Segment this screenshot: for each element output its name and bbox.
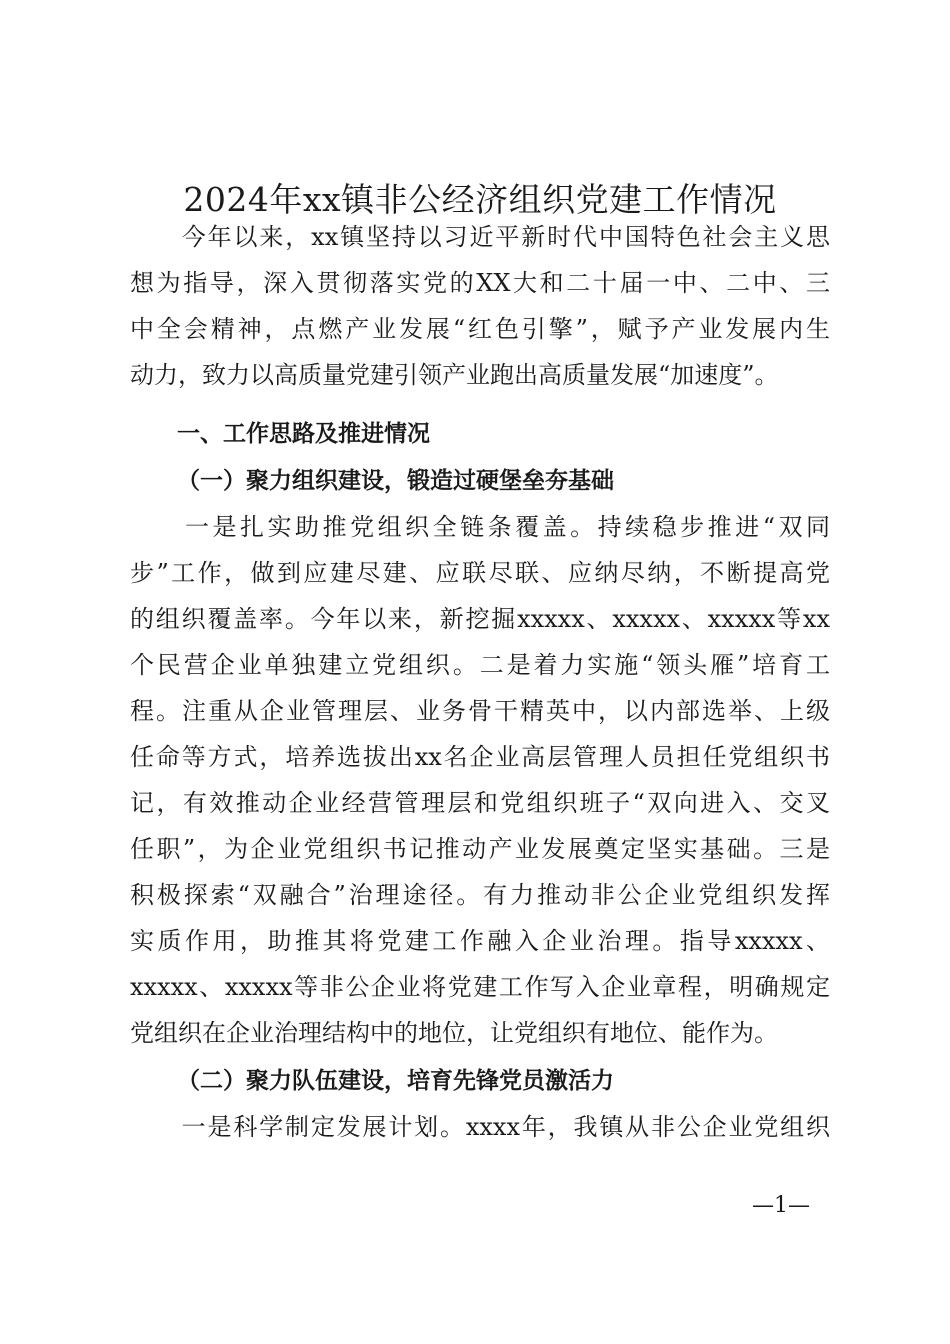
document-title: 2024年xx镇非公经济组织党建工作情况 — [183, 180, 777, 219]
paragraph-line: 实质作用，助推其将党建工作融入企业治理。指导xxxxx、 — [130, 927, 830, 955]
paragraph-line: 个民营企业单独建立党组织。二是着力实施“领头雁”培育工 — [130, 651, 830, 679]
paragraph-line: 任职”，为企业党组织书记推动产业发展奠定坚实基础。三是 — [130, 835, 830, 863]
paragraph-line: xxxxx、xxxxx等非公企业将党建工作写入企业章程，明确规定 — [130, 973, 830, 1001]
paragraph-line: 记，有效推动企业经营管理层和党组织班子“双向进入、交叉 — [130, 789, 830, 817]
subsection-1-heading: （一）聚力组织建设，锻造过硬堡垒夯基础 — [177, 467, 614, 494]
paragraph-line: 的组织覆盖率。今年以来，新挖掘xxxxx、xxxxx、xxxxx等xx — [130, 605, 830, 633]
paragraph-line: 党组织在企业治理结构中的地位，让党组织有地位、能作为。 — [130, 1019, 778, 1047]
section-1-heading: 一、工作思路及推进情况 — [177, 421, 430, 447]
page-number: —1— — [752, 1193, 810, 1218]
paragraph-line: 程。注重从企业管理层、业务骨干精英中，以内部选举、上级 — [130, 697, 830, 725]
paragraph-line: 步”工作，做到应建尽建、应联尽联、应纳尽纳，不断提高党 — [130, 559, 830, 587]
subsection-2-heading: （二）聚力队伍建设，培育先锋党员激活力 — [177, 1067, 614, 1094]
paragraph-line: 积极探索“双融合”治理途径。有力推动非公企业党组织发挥 — [130, 881, 830, 909]
intro-line-3: 中全会精神，点燃产业发展“红色引擎”，赋予产业发展内生 — [130, 315, 830, 343]
paragraph-line: 任命等方式，培养选拔出xx名企业高层管理人员担任党组织书 — [130, 743, 830, 771]
intro-line-4: 动力，致力以高质量党建引领产业跑出高质量发展“加速度”。 — [130, 361, 779, 389]
paragraph-line: 一是扎实助推党组织全链条覆盖。持续稳步推进“双同 — [130, 513, 830, 541]
paragraph-line: 一是科学制定发展计划。xxxx年，我镇从非公企业党组织 — [130, 1113, 830, 1141]
intro-line-1: 今年以来，xx镇坚持以习近平新时代中国特色社会主义思 — [130, 223, 830, 251]
intro-line-2: 想为指导，深入贯彻落实党的XX大和二十届一中、二中、三 — [130, 269, 830, 297]
